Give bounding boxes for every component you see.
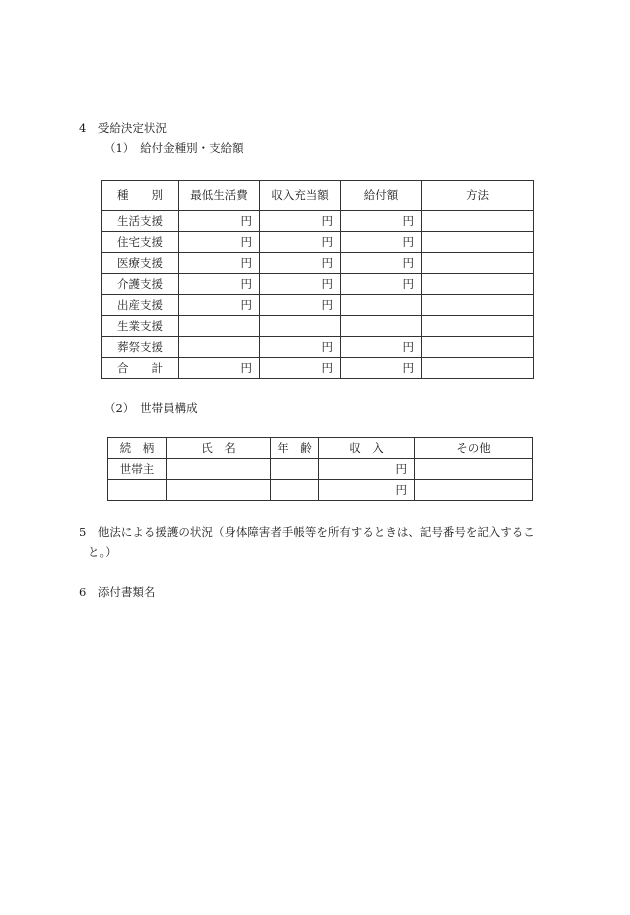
row-label: 出産支援 — [102, 295, 179, 316]
cell — [422, 232, 534, 253]
cell: 円 — [260, 337, 341, 358]
section-5-title-cont: と。） — [88, 545, 117, 559]
header-method: 方法 — [422, 181, 534, 211]
table-row — [102, 316, 534, 337]
row-label: 生活支援 — [102, 211, 179, 232]
table-row — [102, 274, 534, 295]
row-label: 葬祭支援 — [102, 337, 179, 358]
cell — [422, 295, 534, 316]
section-4-sub2-title: （2） 世帯員構成 — [104, 401, 198, 415]
cell — [422, 253, 534, 274]
cell: 円 — [341, 253, 422, 274]
household-table-header-row — [108, 438, 533, 459]
cell: 円 — [260, 295, 341, 316]
cell-income: 円 — [319, 480, 415, 501]
cell-age — [271, 480, 319, 501]
header-other: その他 — [415, 438, 533, 459]
row-label: 介護支援 — [102, 274, 179, 295]
header-name: 氏 名 — [167, 438, 271, 459]
cell-relation: 世帯主 — [108, 459, 167, 480]
cell: 円 — [341, 274, 422, 295]
header-income-allocation: 収入充当額 — [260, 181, 341, 211]
row-label: 住宅支援 — [102, 232, 179, 253]
cell: 円 — [260, 274, 341, 295]
cell — [422, 211, 534, 232]
row-label: 生業支援 — [102, 316, 179, 337]
header-benefit-amount: 給付額 — [341, 181, 422, 211]
cell — [422, 316, 534, 337]
cell: 円 — [179, 232, 260, 253]
cell — [422, 274, 534, 295]
row-label: 合 計 — [102, 358, 179, 379]
cell — [260, 316, 341, 337]
header-age: 年 齢 — [271, 438, 319, 459]
table-row — [102, 337, 534, 358]
section-4-sub1-title: （1） 給付金種別・支給額 — [104, 141, 244, 155]
cell-income: 円 — [319, 459, 415, 480]
section-6-title: 6 添付書類名 — [79, 585, 156, 599]
table-row — [108, 480, 533, 501]
table-row — [102, 295, 534, 316]
header-relation: 続 柄 — [108, 438, 167, 459]
cell-other — [415, 459, 533, 480]
header-type: 種 別 — [102, 181, 179, 211]
cell: 円 — [179, 274, 260, 295]
cell: 円 — [179, 211, 260, 232]
cell: 円 — [341, 211, 422, 232]
cell-age — [271, 459, 319, 480]
cell: 円 — [179, 295, 260, 316]
header-min-living-cost: 最低生活費 — [179, 181, 260, 211]
cell: 円 — [260, 211, 341, 232]
cell — [179, 337, 260, 358]
cell: 円 — [179, 358, 260, 379]
section-5-title: 5 他法による援護の状況（身体障害者手帳等を所有するときは、記号番号を記入するこ — [79, 525, 535, 539]
table-row — [102, 232, 534, 253]
cell: 円 — [341, 337, 422, 358]
cell — [179, 316, 260, 337]
table-row — [102, 211, 534, 232]
row-label: 医療支援 — [102, 253, 179, 274]
cell: 円 — [341, 232, 422, 253]
cell — [422, 358, 534, 379]
benefit-table-header-row — [102, 181, 534, 211]
benefit-table — [101, 180, 534, 379]
cell — [341, 316, 422, 337]
table-row — [108, 459, 533, 480]
cell — [341, 295, 422, 316]
household-table — [107, 437, 533, 501]
cell: 円 — [260, 253, 341, 274]
header-income: 収 入 — [319, 438, 415, 459]
cell: 円 — [179, 253, 260, 274]
cell-relation — [108, 480, 167, 501]
table-row — [102, 253, 534, 274]
cell-other — [415, 480, 533, 501]
cell — [422, 337, 534, 358]
cell: 円 — [260, 232, 341, 253]
cell-name — [167, 459, 271, 480]
table-row-total — [102, 358, 534, 379]
cell: 円 — [341, 358, 422, 379]
section-4-title: 4 受給決定状況 — [79, 121, 167, 135]
cell-name — [167, 480, 271, 501]
cell: 円 — [260, 358, 341, 379]
